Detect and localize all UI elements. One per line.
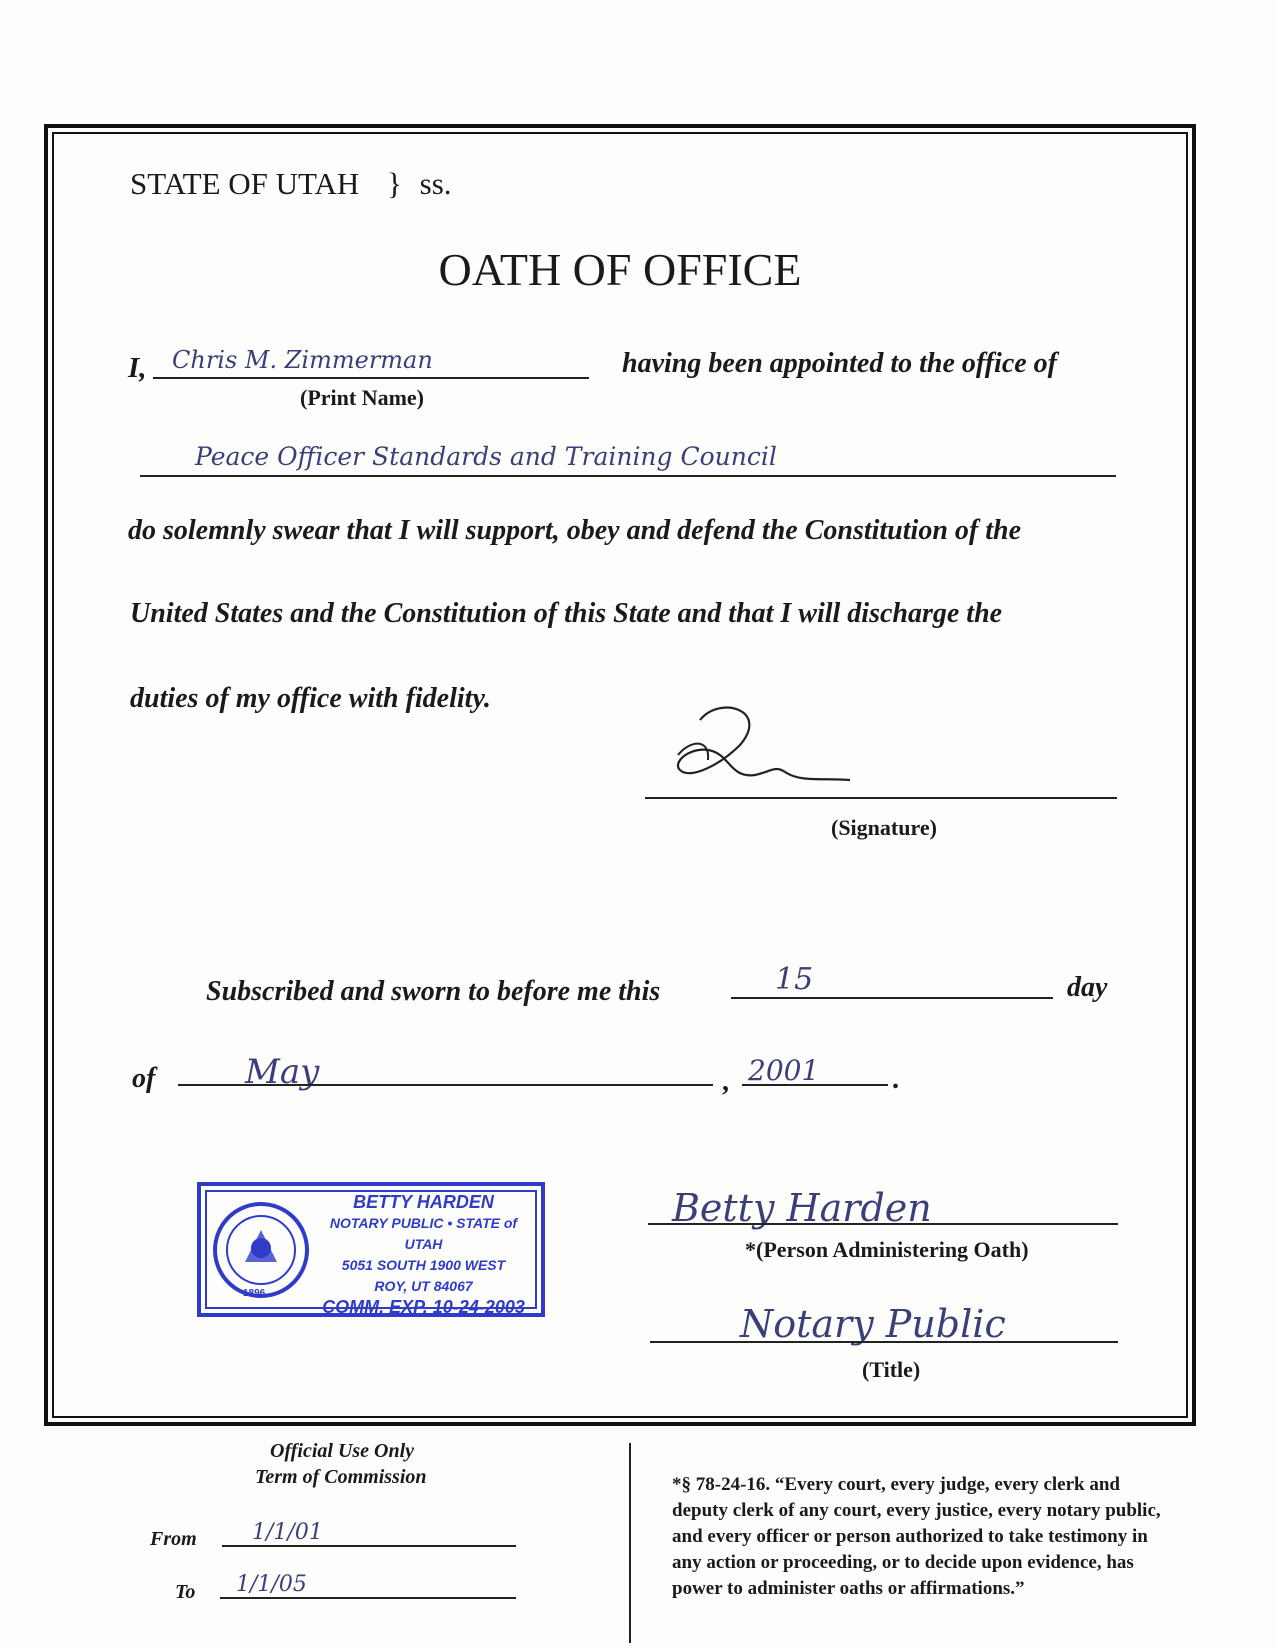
title-caption: (Title) [862, 1357, 921, 1382]
year-line [742, 1084, 888, 1086]
state-heading [130, 166, 452, 202]
oath-text-line2: United States and the Constitution of this State and that I will discharge the [130, 598, 1003, 629]
administering-caption: *(Person Administering Oath) [745, 1237, 1029, 1262]
from-label: From [150, 1528, 197, 1550]
oath-signature [660, 700, 860, 805]
appointed-text: having been appointed to the office of [622, 348, 1057, 379]
administering-signature: Betty Harden [672, 1186, 932, 1230]
signature-line [645, 797, 1117, 799]
official-use-heading: Official Use Only [270, 1440, 415, 1462]
day-label: day [1067, 972, 1108, 1003]
period: . [892, 1064, 899, 1095]
footnote [672, 1472, 1161, 1602]
state-seal-icon [211, 1200, 311, 1300]
of-label: of [132, 1063, 156, 1094]
signature-caption: (Signature) [831, 815, 937, 840]
administering-line [648, 1223, 1118, 1225]
month-value: May [245, 1052, 320, 1092]
office-value: Peace Officer Standards and Training Council [195, 442, 777, 471]
from-line [222, 1545, 516, 1547]
stamp-commission: COMM. EXP. 10-24-2003 [322, 1297, 525, 1317]
stamp-city: ROY, UT 84067 [374, 1278, 473, 1294]
print-name-line [153, 377, 589, 379]
footnote-line2: deputy clerk of any court, every justice, every notary public, [672, 1500, 1161, 1521]
comma: , [722, 1066, 729, 1097]
to-line [220, 1597, 516, 1599]
office-line [140, 475, 1116, 477]
print-name-caption: (Print Name) [300, 385, 425, 410]
term-of-commission-heading: Term of Commission [255, 1466, 427, 1488]
month-line [178, 1084, 713, 1086]
footnote-line5: power to administer oaths or affirmations.” [672, 1578, 1025, 1599]
ss-label: ss. [419, 166, 452, 201]
title-value: Notary Public [740, 1302, 1006, 1346]
section-divider [629, 1443, 631, 1643]
title-line [650, 1341, 1118, 1343]
footnote-line1: *§ 78-24-16. “Every court, every judge, every clerk and [672, 1474, 1120, 1495]
oath-text-line1: do solemnly swear that I will support, obey and defend the Constitution of the [128, 515, 1021, 546]
notary-stamp [197, 1182, 545, 1317]
i-label: I, [128, 352, 147, 384]
footnote-line3: and every officer or person authorized to take testimony in [672, 1526, 1148, 1547]
from-value: 1/1/01 [252, 1520, 323, 1545]
day-line [731, 997, 1053, 999]
to-label: To [175, 1581, 196, 1603]
year-value: 2001 [748, 1054, 820, 1087]
stamp-name: BETTY HARDEN [353, 1192, 494, 1212]
day-value: 15 [775, 962, 814, 997]
oath-text-line3: duties of my office with fidelity. [130, 683, 491, 714]
print-name-value: Chris M. Zimmerman [172, 346, 433, 374]
to-value: 1/1/05 [236, 1572, 307, 1597]
subscribed-text: Subscribed and sworn to before me this [206, 976, 661, 1007]
stamp-text [311, 1192, 536, 1318]
brace: } [387, 166, 402, 201]
page-title: OATH OF OFFICE [438, 244, 802, 295]
footnote-line4: any action or proceeding, or to decide upon evidence, has [672, 1552, 1134, 1573]
stamp-line2: NOTARY PUBLIC • STATE of UTAH [329, 1215, 518, 1252]
stamp-address: 5051 SOUTH 1900 WEST [341, 1257, 506, 1273]
state-label: STATE OF UTAH [130, 166, 360, 201]
seal-year: 1896 [243, 1288, 266, 1299]
